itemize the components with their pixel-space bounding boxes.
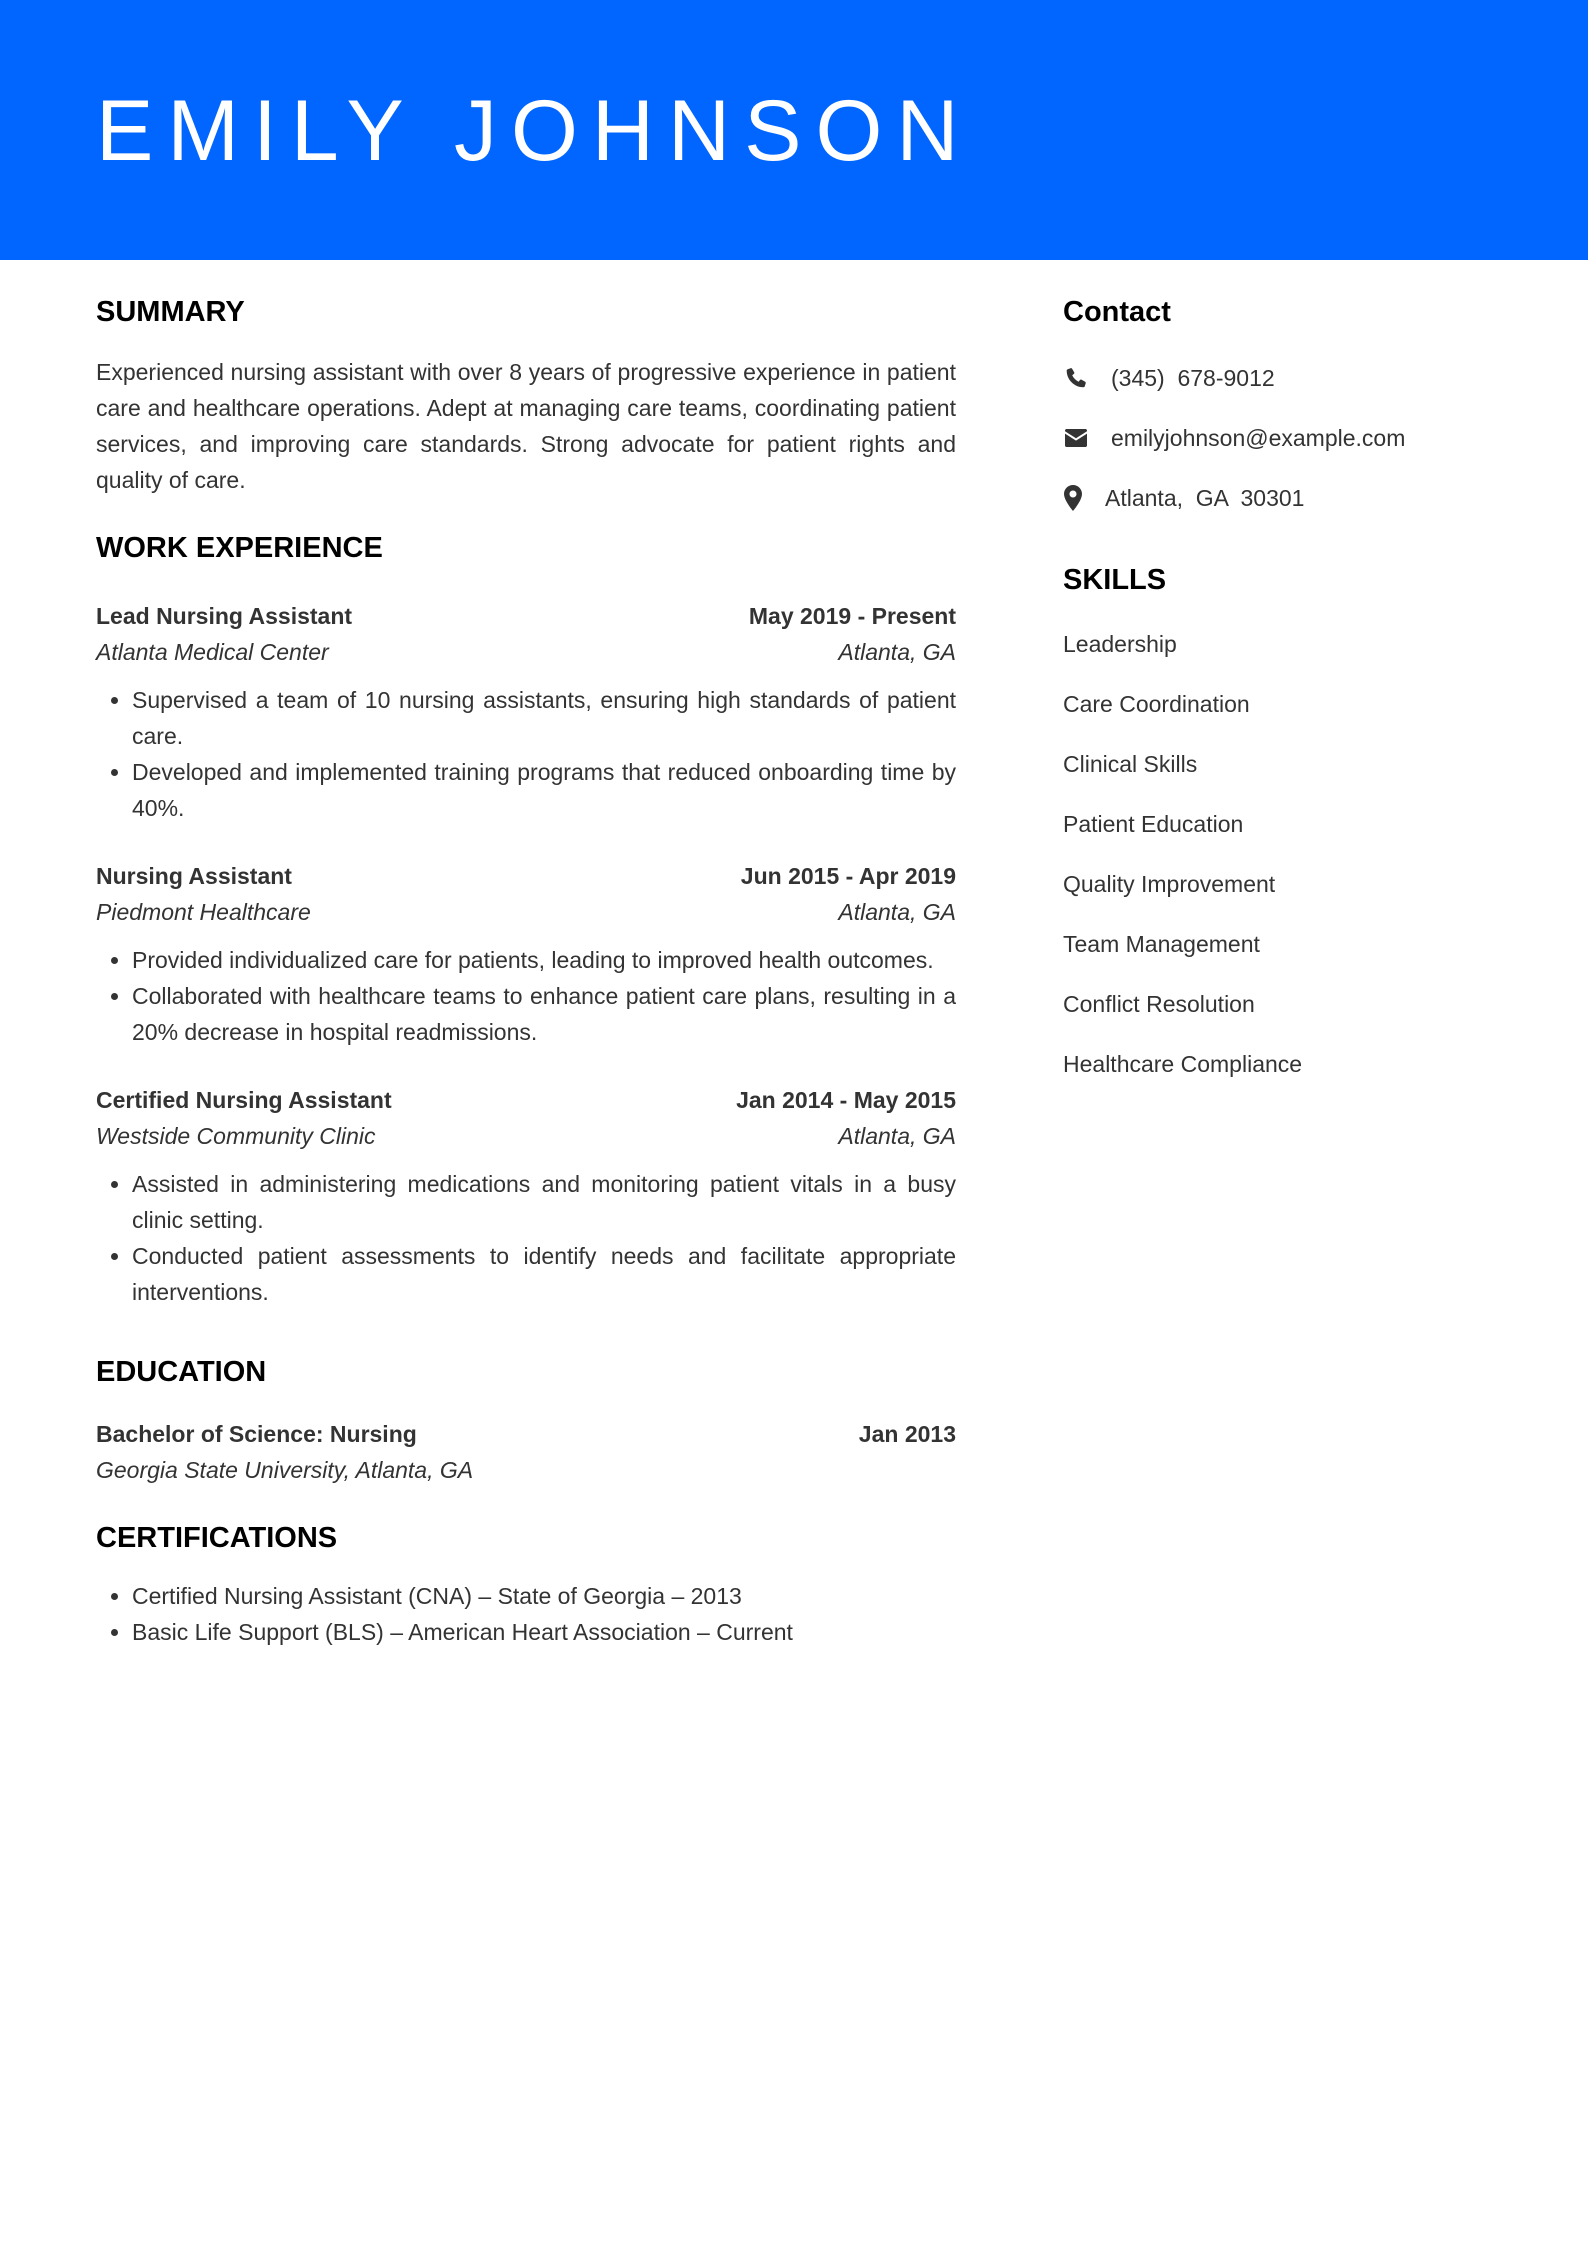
phone-icon	[1063, 365, 1089, 391]
job-location: Atlanta, GA	[838, 899, 956, 925]
header-banner	[0, 0, 1588, 260]
job-employer: Piedmont Healthcare	[96, 899, 311, 925]
skills-list	[1063, 626, 1523, 1082]
contact-email	[1063, 420, 1523, 456]
job-title: Lead Nursing Assistant	[96, 603, 353, 629]
skill-item: Conflict Resolution	[1063, 991, 1255, 1017]
certifications-heading: CERTIFICATIONS	[96, 1522, 338, 1554]
job-employer: Westside Community Clinic	[96, 1123, 376, 1149]
candidate-name: EMILY JOHNSON	[96, 83, 973, 179]
contact-location	[1063, 480, 1523, 516]
skills-heading: SKILLS	[1063, 564, 1167, 596]
contact-phone	[1063, 360, 1523, 396]
school: Georgia State University, Atlanta, GA	[96, 1457, 474, 1483]
skill-item: Team Management	[1063, 931, 1260, 957]
job-entry	[96, 1082, 956, 1310]
job-dates: May 2019 - Present	[748, 603, 956, 629]
certification-item: • Certified Nursing Assistant (CNA) – State of Georgia – 2013	[132, 1578, 956, 1614]
email-address: emilyjohnson@example.com	[1111, 424, 1406, 451]
work-experience-section	[96, 528, 956, 1310]
summary-text: Experienced nursing assistant with over 8 years of progressive experience in patient care and healthcare operations. Adept at managing care teams, coordinating patient services, and improving care standards. Strong advocate for patient rights and quality of care.	[96, 359, 956, 493]
job-bullet: • Developed and implemented training programs that reduced onboarding time by 40%.	[132, 754, 956, 826]
job-location: Atlanta, GA	[838, 1123, 956, 1149]
contact-section	[1063, 292, 1523, 516]
summary-section	[96, 292, 956, 498]
job-location: Atlanta, GA	[838, 639, 956, 665]
education-section	[96, 1352, 956, 1488]
work-experience-heading: WORK EXPERIENCE	[96, 532, 383, 564]
main-column	[96, 292, 956, 1650]
education-date: Jan 2013	[858, 1421, 956, 1447]
certifications-section	[96, 1518, 956, 1650]
skill-item: Patient Education	[1063, 811, 1244, 837]
phone-number: (345) 678-9012	[1111, 364, 1275, 391]
contact-heading: Contact	[1063, 296, 1171, 328]
skills-section	[1063, 560, 1523, 1082]
skill-item: Clinical Skills	[1063, 751, 1198, 777]
job-entry	[96, 858, 956, 1050]
job-bullet: • Provided individualized care for patients, leading to improved health outcomes.	[132, 942, 956, 978]
map-marker-icon	[1063, 485, 1083, 511]
skill-item: Leadership	[1063, 631, 1177, 657]
job-dates: Jun 2015 - Apr 2019	[740, 863, 956, 889]
location-text: Atlanta, GA 30301	[1105, 484, 1305, 511]
job-title: Certified Nursing Assistant	[96, 1087, 392, 1113]
skill-item: Quality Improvement	[1063, 871, 1276, 897]
job-entry	[96, 598, 956, 826]
education-heading: EDUCATION	[96, 1356, 267, 1388]
certifications-list	[96, 1578, 956, 1650]
job-bullet: • Supervised a team of 10 nursing assistants, ensuring high standards of patient care.	[132, 682, 956, 754]
job-dates: Jan 2014 - May 2015	[736, 1087, 956, 1113]
job-employer: Atlanta Medical Center	[96, 639, 329, 665]
summary-heading: SUMMARY	[96, 296, 245, 328]
job-bullet: • Assisted in administering medications and monitoring patient vitals in a busy clinic setting.	[132, 1166, 956, 1238]
skill-item: Care Coordination	[1063, 691, 1250, 717]
job-title: Nursing Assistant	[96, 863, 292, 889]
job-bullet: • Conducted patient assessments to identify needs and facilitate appropriate interventions.	[132, 1238, 956, 1310]
degree: Bachelor of Science: Nursing	[96, 1421, 417, 1447]
job-bullets	[96, 1166, 956, 1310]
side-column	[1063, 292, 1523, 1106]
certification-item: • Basic Life Support (BLS) – American Heart Association – Current	[132, 1614, 956, 1650]
job-bullets	[96, 682, 956, 826]
job-bullet: • Collaborated with healthcare teams to enhance patient care plans, resulting in a 20% decrease in hospital readmissions.	[132, 978, 956, 1050]
job-bullets	[96, 942, 956, 1050]
envelope-icon	[1063, 425, 1089, 451]
education-entry	[96, 1416, 956, 1488]
skill-item: Healthcare Compliance	[1063, 1051, 1303, 1077]
